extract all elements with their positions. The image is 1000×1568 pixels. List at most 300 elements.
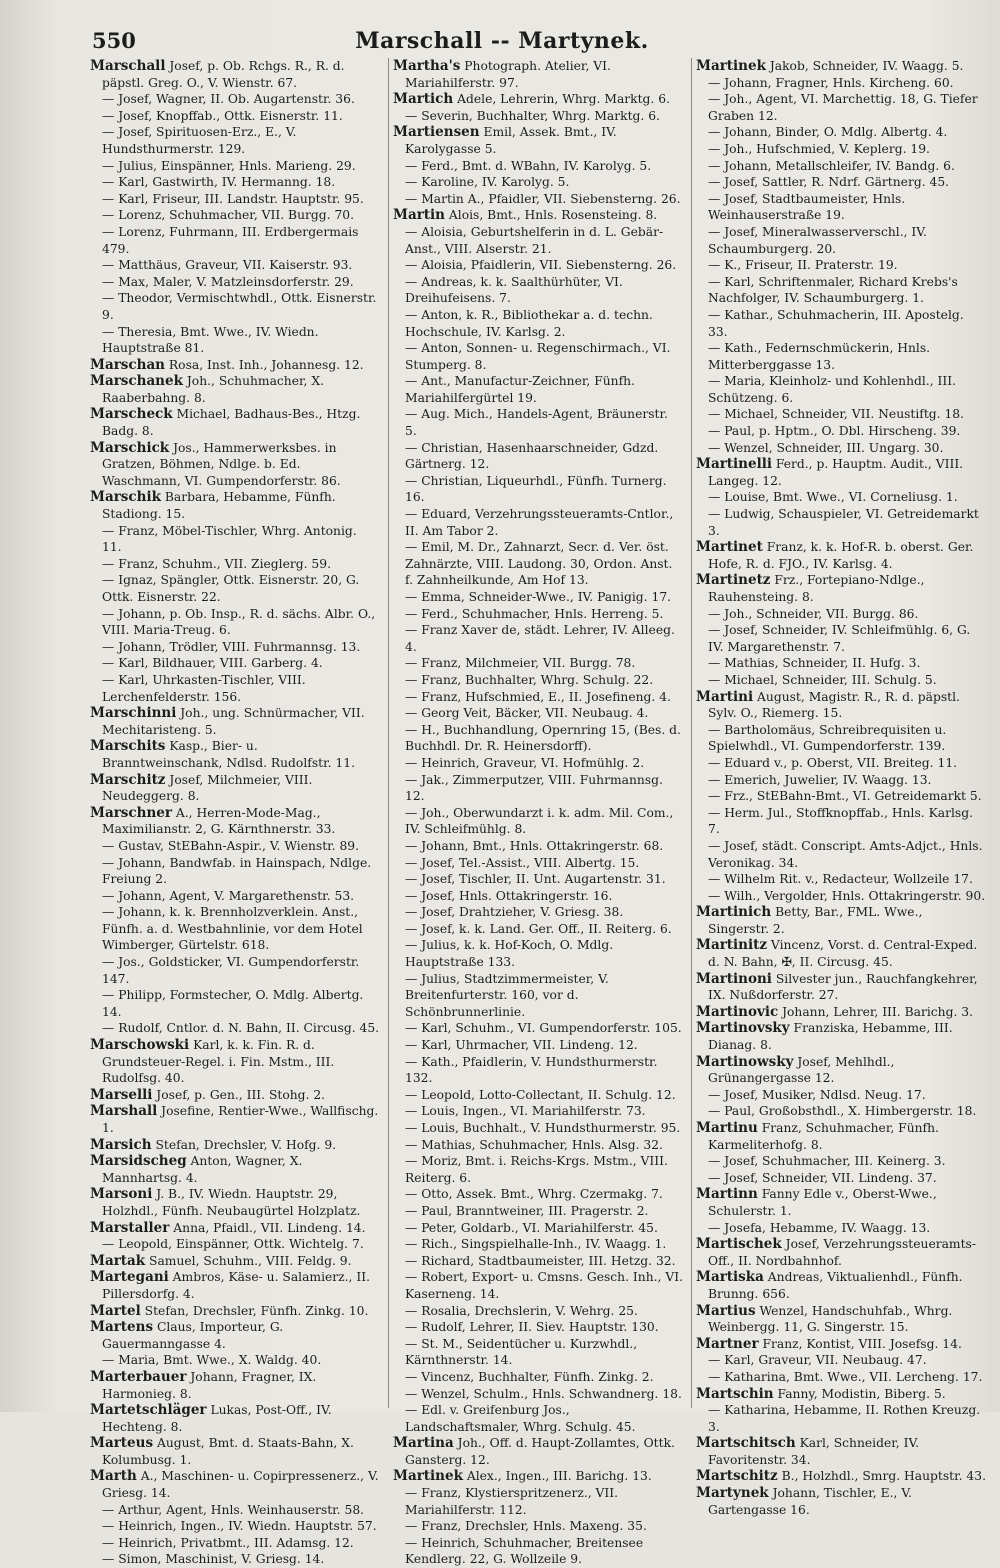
entry-text: — Franz, Möbel-Tischler, Whrg. Antonig. 11.	[102, 523, 357, 555]
entry-text: — H., Buchhandlung, Opernring 15, (Bes. d. Buchhdl. Dr. R. Heinersdorff).	[405, 722, 681, 754]
directory-entry	[696, 1020, 986, 1053]
entry-surname: Marschik	[90, 489, 161, 506]
directory-entry	[696, 1186, 986, 1219]
column-2	[388, 58, 683, 1567]
entry-surname: Martinelli	[696, 456, 772, 473]
directory-entry	[393, 705, 683, 722]
entry-text: Ferd., p. Hauptm. Audit., VIII. Langeg. 12.	[708, 457, 964, 488]
entry-text: Rosa, Inst. Inh., Johannesg. 12.	[165, 357, 364, 372]
directory-entry	[696, 772, 986, 789]
directory-entry	[90, 174, 380, 191]
directory-entry	[393, 1087, 683, 1104]
directory-entry	[393, 1485, 683, 1518]
entry-text: Michael, Badhaus-Bes., Htzg. Badg. 8.	[102, 407, 361, 439]
directory-entry	[696, 1485, 986, 1518]
entry-text: Franziska, Hebamme, III. Dianag. 8.	[708, 1021, 953, 1053]
entry-surname: Marschall	[90, 58, 166, 74]
entry-text: Joh., Off. d. Haupt-Zollamtes, Ottk. Gansterg. 12.	[405, 1436, 675, 1467]
directory-entry	[90, 440, 380, 490]
directory-entry	[696, 307, 986, 340]
entry-text: — Josef, Hnls. Ottakringerstr. 16.	[405, 888, 613, 903]
entry-text: — Anton, Sonnen- u. Regenschirmach., VI. Stumperg. 8.	[405, 341, 671, 372]
directory-entry	[696, 871, 986, 888]
entry-text: — Karl, Friseur, III. Landstr. Hauptstr. 95.	[102, 191, 364, 206]
directory-entry	[393, 904, 683, 921]
entry-text: — Mathias, Schneider, II. Hufg. 3.	[708, 656, 921, 671]
directory-entry	[393, 1253, 683, 1270]
directory-entry	[696, 158, 986, 175]
entry-text: Barbara, Hebamme, Fünfh. Stadiong. 15.	[102, 490, 336, 522]
entry-surname: Marteus	[90, 1435, 154, 1452]
directory-entry	[696, 722, 986, 755]
entry-surname: Martius	[696, 1302, 756, 1319]
entry-text: — Paul, Großobsthdl., X. Himbergerstr. 18.	[708, 1104, 977, 1119]
entry-text: — Maria, Bmt. Wwe., X. Waldg. 40.	[102, 1353, 322, 1368]
entry-text: Vincenz, Vorst. d. Central-Exped. d. N. Bahn, ✠, II. Circusg. 45.	[708, 938, 978, 970]
entry-text: — Heinrich, Graveur, VI. Hofmühlg. 2.	[405, 755, 645, 770]
page-number: 550	[92, 28, 136, 53]
directory-entry	[393, 1468, 683, 1485]
directory-entry	[393, 1186, 683, 1203]
directory-entry	[90, 1518, 380, 1535]
entry-text: — Josef, Musiker, Ndlsd. Neug. 17.	[708, 1087, 926, 1102]
entry-text: — Heinrich, Ingen., IV. Wiedn. Hauptstr. 57.	[102, 1519, 377, 1534]
entry-text: — Frz., StEBahn-Bmt., VI. Getreidemarkt 5.	[708, 789, 982, 804]
directory-entry	[696, 755, 986, 772]
entry-text: Josef, p. Gen., III. Stohg. 2.	[152, 1087, 326, 1102]
directory-entry	[90, 124, 380, 157]
entry-text: — Johann, p. Ob. Insp., R. d. sächs. Albr. O., VIII. Maria-Treug. 6.	[102, 606, 376, 638]
directory-entry	[696, 572, 986, 605]
directory-entry	[696, 75, 986, 92]
entry-surname: Marschowski	[90, 1037, 190, 1054]
entry-text: Samuel, Schuhm., VIII. Feldg. 9.	[145, 1253, 352, 1268]
entry-text: — Joh., Agent, VI. Marchettig. 18, G. Tiefer Graben 12.	[708, 92, 978, 123]
entry-text: — Johann, Fragner, Hnls. Kircheng. 60.	[708, 75, 954, 90]
directory-entry	[90, 1535, 380, 1552]
directory-entry	[90, 705, 380, 738]
entry-text: Ambros, Käse- u. Salamierz., II. Pillersdorfg. 4.	[102, 1270, 371, 1301]
entry-text: — Josef, Wagner, II. Ob. Augartenstr. 36.	[102, 92, 355, 107]
entry-text: Kasp., Bier- u. Branntweinschank, Ndlsd. Rudolfstr. 11.	[102, 739, 355, 770]
entry-text: A., Maschinen- u. Copirpressenerz., V. Griesg. 14.	[102, 1469, 379, 1501]
entry-text: — Karl, Gastwirth, IV. Hermanng. 18.	[102, 175, 336, 190]
entry-text: — Josef, Drahtzieher, V. Griesg. 38.	[405, 905, 624, 920]
directory-entry	[90, 1137, 380, 1154]
entry-text: Franz, Schuhmacher, Fünfh. Karmeliterhofg. 8.	[708, 1121, 939, 1152]
entry-text: Johann, Tischler, E., V. Gartengasse 16.	[708, 1486, 912, 1517]
directory-entry	[696, 1103, 986, 1120]
entry-text: — Wilhelm Rit. v., Redacteur, Wollzeile 17.	[708, 872, 973, 887]
entry-text: August, Magistr. R., R. d. päpstl. Sylv. O., Riemerg. 15.	[708, 689, 960, 721]
entry-text: — Michael, Schneider, VII. Neustiftg. 18.	[708, 407, 965, 422]
directory-entry	[90, 1220, 380, 1237]
entry-text: — Jak., Zimmerputzer, VIII. Fuhrmannsg. 12.	[405, 772, 663, 804]
directory-entry	[90, 1153, 380, 1186]
entry-text: — Johann, Bmt., Hnls. Ottakringerstr. 68.	[405, 838, 664, 853]
entry-text: — Eduard v., p. Oberst, VII. Breiteg. 11.	[708, 755, 958, 770]
entry-text: — Wenzel, Schneider, III. Ungarg. 30.	[708, 440, 944, 455]
directory-entry	[90, 1468, 380, 1501]
entry-surname: Marscheck	[90, 406, 173, 423]
entry-surname: Martak	[90, 1252, 146, 1269]
entry-text: — Josef, Mineralwasserverschl., IV. Schaumburgerg. 20.	[708, 224, 927, 256]
directory-entry	[90, 772, 380, 805]
directory-entry	[696, 456, 986, 489]
directory-entry	[90, 1269, 380, 1302]
directory-entry	[393, 1303, 683, 1320]
entry-text: — Ferd., Schuhmacher, Hnls. Herreng. 5.	[405, 606, 664, 621]
entry-text: — Louise, Bmt. Wwe., VI. Corneliusg. 1.	[708, 490, 958, 505]
directory-entry	[696, 257, 986, 274]
directory-entry	[696, 91, 986, 124]
directory-entry	[90, 1551, 380, 1568]
directory-entry	[696, 1352, 986, 1369]
directory-entry	[393, 1518, 683, 1535]
directory-entry	[90, 257, 380, 274]
entry-text: — Wenzel, Schulm., Hnls. Schwandnerg. 18.	[405, 1386, 682, 1401]
directory-entry	[696, 1054, 986, 1087]
entry-text: Stefan, Drechsler, V. Hofg. 9.	[151, 1137, 337, 1152]
directory-entry	[393, 606, 683, 623]
directory-entry	[393, 622, 683, 655]
entry-text: — Katharina, Hebamme, II. Rothen Kreuzg. 3.	[708, 1403, 981, 1434]
directory-entry	[696, 1087, 986, 1104]
entry-text: Photograph. Atelier, VI. Mariahilferstr. 97.	[405, 59, 611, 90]
entry-text: — Aloisia, Geburtshelferin in d. L. Gebär-Anst., VIII. Alserstr. 21.	[405, 224, 664, 256]
entry-surname: Marstaller	[90, 1219, 170, 1236]
entry-text: — Ignaz, Spängler, Ottk. Eisnerstr. 20, G. Ottk. Eisnerstr. 22.	[102, 573, 360, 604]
directory-entry	[696, 838, 986, 871]
directory-entry	[393, 191, 683, 208]
entry-text: — Paul, Branntweiner, III. Pragerstr. 2.	[405, 1203, 649, 1218]
entry-text: — Josef, Tel.-Assist., VIII. Albertg. 15.	[405, 855, 640, 870]
entry-surname: Marth	[90, 1468, 137, 1485]
entry-surname: Martetschläger	[90, 1402, 207, 1419]
entry-text: Fanny, Modistin, Biberg. 5.	[773, 1386, 946, 1401]
entry-text: — Herm. Jul., Stoffknopffab., Hnls. Karlsg. 7.	[708, 805, 974, 837]
entry-text: — Kath., Federnschmückerin, Hnls. Mitterberggasse 13.	[708, 341, 931, 372]
entry-text: — Julius, k. k. Hof-Koch, O. Mdlg. Hauptstraße 133.	[405, 938, 614, 970]
entry-text: — Johann, k. k. Brennholzverklein. Anst., Fünfh. a. d. Westbahnlinie, vor dem Hotel Wimberger, Gürtelstr. 618.	[102, 905, 363, 953]
entry-text: — Lorenz, Schuhmacher, VII. Burgg. 70.	[102, 208, 355, 223]
entry-surname: Martischek	[696, 1236, 782, 1253]
directory-entry	[393, 755, 683, 772]
entry-text: — Johann, Bandwfab. in Hainspach, Ndlge. Freiung 2.	[102, 855, 372, 887]
entry-text: — Karl, Bildhauer, VIII. Garberg. 4.	[102, 656, 323, 671]
directory-entry	[90, 1020, 380, 1037]
entry-text: Johann, Fragner, IX. Harmonieg. 8.	[102, 1369, 317, 1401]
directory-entry	[90, 639, 380, 656]
directory-entry	[90, 606, 380, 639]
entry-text: — Karl, Uhrkasten-Tischler, VIII. Lerchenfelderstr. 156.	[102, 672, 306, 704]
entry-text: — Matthäus, Graveur, VII. Kaiserstr. 93.	[102, 258, 353, 273]
directory-entry	[393, 1336, 683, 1369]
entry-text: — Rudolf, Lehrer, II. Siev. Hauptstr. 130.	[405, 1320, 659, 1335]
entry-text: — Eduard, Verzehrungssteueramts-Cntlor., II. Am Tabor 2.	[405, 507, 674, 538]
directory-entry	[696, 539, 986, 572]
entry-text: — Katharina, Bmt. Wwe., VII. Lercheng. 17.	[708, 1369, 983, 1384]
entry-text: Andreas, Viktualienhdl., Fünfh. Brunng. 656.	[708, 1270, 963, 1301]
directory-entry	[90, 556, 380, 573]
entry-text: — Maria, Kleinholz- und Kohlenhdl., III. Schützeng. 6.	[708, 374, 956, 405]
directory-entry	[393, 1054, 683, 1087]
directory-entry	[393, 124, 683, 157]
entry-text: — Wilh., Vergolder, Hnls. Ottakringerstr. 90.	[708, 888, 986, 903]
directory-entry	[393, 805, 683, 838]
entry-text: — Arthur, Agent, Hnls. Weinhauserstr. 58.	[102, 1502, 365, 1517]
entry-text: — Leopold, Lotto-Collectant, II. Schulg. 12.	[405, 1087, 676, 1102]
directory-entry	[393, 274, 683, 307]
entry-text: — Gustav, StEBahn-Aspir., V. Wienstr. 89.	[102, 838, 360, 853]
directory-entry	[90, 1402, 380, 1435]
entry-text: — Peter, Goldarb., VI. Mariahilferstr. 45.	[405, 1220, 658, 1235]
entry-text: — Franz, Hufschmied, E., II. Josefineng. 4.	[405, 689, 671, 704]
entry-text: — Emil, M. Dr., Zahnarzt, Secr. d. Ver. öst. Zahnärzte, VIII. Laudong. 30, Ordon. Anst. f. Zahnheilkunde, Am Hof 13.	[405, 540, 673, 588]
directory-entry	[90, 158, 380, 175]
directory-entry	[90, 954, 380, 987]
directory-entry	[393, 689, 683, 706]
entry-text: — Joh., Oberwundarzt i. k. adm. Mil. Com., IV. Schleifmühlg. 8.	[405, 805, 674, 837]
page-header	[18, 26, 986, 60]
entry-surname: Martegani	[90, 1269, 169, 1286]
column-1	[90, 58, 380, 1567]
directory-entry	[696, 971, 986, 1004]
entry-surname: Marsoni	[90, 1186, 153, 1203]
entry-surname: Martha's	[393, 58, 461, 74]
directory-entry	[90, 1253, 380, 1270]
directory-entry	[393, 1120, 683, 1137]
entry-surname: Martiska	[696, 1269, 764, 1286]
directory-entry	[696, 888, 986, 905]
directory-entry	[90, 523, 380, 556]
entry-surname: Martiensen	[393, 124, 480, 141]
entry-text: — Aug. Mich., Handels-Agent, Bräunerstr. 5.	[405, 407, 668, 439]
entry-text: — Heinrich, Schuhmacher, Breitensee Kendlerg. 22, G. Wollzeile 9.	[405, 1535, 644, 1567]
entry-text: — Johann, Trödler, VIII. Fuhrmannsg. 13.	[102, 639, 361, 654]
directory-entry	[696, 274, 986, 307]
directory-entry	[90, 274, 380, 291]
entry-text: — Emma, Schneider-Wwe., IV. Panigig. 17.	[405, 590, 672, 604]
entry-surname: Marsich	[90, 1136, 152, 1153]
entry-text: — Rosalia, Drechslerin, V. Wehrg. 25.	[405, 1303, 638, 1318]
directory-entry	[393, 1037, 683, 1054]
directory-entry	[393, 1220, 683, 1237]
entry-text: — Josef, Tischler, II. Unt. Augartenstr. 31.	[405, 872, 666, 887]
directory-entry	[393, 871, 683, 888]
directory-entry	[696, 1386, 986, 1403]
running-head: Marschall -- Martynek.	[355, 28, 649, 54]
entry-surname: Marschner	[90, 804, 172, 821]
directory-entry	[696, 622, 986, 655]
entry-text: Claus, Importeur, G. Gauermanngasse 4.	[102, 1320, 284, 1351]
directory-entry	[90, 672, 380, 705]
directory-entry	[696, 406, 986, 423]
entry-text: — Paul, p. Hptm., O. Dbl. Hirscheng. 39.	[708, 424, 961, 439]
entry-text: — Max, Maler, V. Matzleinsdorferstr. 29.	[102, 274, 354, 289]
entry-text: Betty, Bar., FML. Wwe., Singerstr. 2.	[708, 905, 923, 936]
entry-surname: Martinn	[696, 1186, 758, 1203]
entry-surname: Marsidscheg	[90, 1153, 187, 1170]
entry-surname: Martini	[696, 688, 754, 705]
directory-entry	[393, 340, 683, 373]
directory-entry	[90, 1303, 380, 1320]
entry-text: — Johann, Agent, V. Margarethenstr. 53.	[102, 888, 355, 903]
entry-surname: Martinitz	[696, 937, 768, 954]
entry-text: — Josef, Schuhmacher, III. Keinerg. 3.	[708, 1154, 946, 1169]
directory-entry	[696, 224, 986, 257]
entry-text: — Georg Veit, Bäcker, VII. Neubaug. 4.	[405, 706, 649, 721]
entry-text: Alex., Ingen., III. Barichg. 13.	[462, 1469, 652, 1484]
directory-entry	[393, 1369, 683, 1386]
directory-entry	[90, 191, 380, 208]
entry-text: — Martin A., Pfaidler, VII. Siebensterng. 26.	[405, 191, 681, 206]
entry-text: — Aloisia, Pfaidlerin, VII. Siebensterng. 26.	[405, 258, 677, 273]
directory-entry	[90, 855, 380, 888]
entry-text: — Moriz, Bmt. i. Reichs-Krgs. Mstm., VIII. Reiterg. 6.	[405, 1154, 668, 1185]
directory-entry	[696, 606, 986, 623]
entry-text: Jos., Hammerwerksbes. in Gratzen, Böhmen, Ndlge. b. Ed. Waschmann, VI. Gumpendorferstr. 86.	[102, 440, 341, 488]
entry-text: Franz, Kontist, VIII. Josefsg. 14.	[758, 1336, 962, 1351]
entry-text: — Josefa, Hebamme, IV. Waagg. 13.	[708, 1220, 931, 1235]
directory-entry	[393, 971, 683, 1021]
entry-text: — Josef, k. k. Land. Ger. Off., II. Reiterg. 6.	[405, 921, 672, 936]
entry-text: Josef, Mehlhdl., Grünangergasse 12.	[708, 1054, 895, 1086]
entry-text: — Franz, Milchmeier, VII. Burgg. 78.	[405, 656, 636, 671]
entry-text: — Josef, Knopffab., Ottk. Eisnerstr. 11.	[102, 108, 343, 123]
entry-surname: Marschick	[90, 439, 170, 456]
columns	[90, 58, 986, 1567]
directory-entry	[90, 207, 380, 224]
entry-text: Alois, Bmt., Hnls. Rosensteing. 8.	[444, 208, 658, 223]
directory-entry	[90, 58, 380, 91]
entry-text: Joh., ung. Schnürmacher, VII. Mechitaristeng. 5.	[102, 706, 365, 737]
entry-text: — Karl, Schuhm., VI. Gumpendorferstr. 105.	[405, 1021, 682, 1036]
entry-text: — Jos., Goldsticker, VI. Gumpendorferstr. 147.	[102, 955, 360, 986]
entry-text: — K., Friseur, II. Praterstr. 19.	[708, 258, 898, 273]
entry-text: — Severin, Buchhalter, Whrg. Marktg. 6.	[405, 108, 660, 123]
entry-surname: Martich	[393, 91, 454, 108]
entry-text: A., Herren-Mode-Mag., Maximilianstr. 2, G. Kärnthnerstr. 33.	[102, 805, 336, 837]
entry-surname: Martschitz	[696, 1468, 778, 1485]
entry-text: — Louis, Ingen., VI. Mariahilferstr. 73.	[405, 1104, 646, 1119]
entry-text: — Edl. v. Greifenburg Jos., Landschaftsmaler, Whrg. Schulg. 45.	[405, 1403, 636, 1434]
directory-entry	[393, 1319, 683, 1336]
entry-surname: Martinet	[696, 539, 763, 556]
directory-entry	[393, 1402, 683, 1435]
entry-surname: Martina	[393, 1435, 454, 1452]
directory-entry	[696, 1170, 986, 1187]
entry-text: — Kathar., Schuhmacherin, III. Apostelg. 33.	[708, 307, 964, 339]
entry-surname: Martschin	[696, 1385, 774, 1402]
directory-entry	[393, 440, 683, 473]
entry-text: Josef, Milchmeier, VIII. Neudeggerg. 8.	[102, 772, 313, 804]
directory-entry	[696, 1236, 986, 1269]
entry-text: — Josef, städt. Conscript. Amts-Adjct., Hnls. Veronikag. 34.	[708, 838, 983, 870]
entry-text: — St. M., Seidentücher u. Kurzwhdl., Kärnthnerstr. 14.	[405, 1336, 638, 1368]
directory-entry	[696, 1402, 986, 1435]
directory-entry	[393, 307, 683, 340]
directory-entry	[393, 406, 683, 439]
directory-entry	[393, 539, 683, 589]
entry-text: Frz., Fortepiano-Ndlge., Rauhensteing. 8.	[708, 573, 925, 604]
entry-text: — Christian, Hasenhaarschneider, Gdzd. Gärtnerg. 12.	[405, 440, 659, 472]
entry-text: Fanny Edle v., Oberst-Wwe., Schulerstr. 1.	[708, 1187, 937, 1218]
entry-surname: Martinoni	[696, 970, 772, 987]
directory-entry	[393, 1203, 683, 1220]
entry-text: B., Holzhdl., Smrg. Hauptstr. 43.	[777, 1469, 986, 1484]
directory-entry	[90, 1352, 380, 1369]
entry-surname: Marschan	[90, 356, 166, 373]
entry-text: Johann, Lehrer, III. Barichg. 3.	[778, 1004, 973, 1019]
directory-entry	[393, 1435, 683, 1468]
entry-surname: Martner	[696, 1335, 759, 1352]
directory-entry	[90, 108, 380, 125]
entry-surname: Martinowsky	[696, 1053, 794, 1070]
entry-text: Josefine, Rentier-Wwe., Wallfischg. 1.	[102, 1104, 379, 1135]
entry-text: Karl, Schneider, IV. Favoritenstr. 34.	[708, 1436, 920, 1467]
directory-entry	[696, 1303, 986, 1336]
entry-text: — Karl, Graveur, VII. Neubaug. 47.	[708, 1353, 927, 1368]
entry-text: — Julius, Einspänner, Hnls. Marieng. 29.	[102, 158, 356, 173]
entry-surname: Martinek	[696, 58, 766, 74]
directory-entry	[696, 1153, 986, 1170]
entry-text: — Vincenz, Buchhalter, Fünfh. Zinkg. 2.	[405, 1369, 654, 1384]
directory-entry	[696, 1336, 986, 1353]
directory-entry	[393, 838, 683, 855]
directory-entry	[393, 589, 683, 606]
entry-text: — Theodor, Vermischtwhdl., Ottk. Eisnerstr. 9.	[102, 291, 377, 322]
entry-surname: Marschanek	[90, 373, 183, 390]
entry-text: — Karl, Schriftenmaler, Richard Krebs's Nachfolger, IV. Schaumburgerg. 1.	[708, 274, 958, 306]
directory-entry	[696, 174, 986, 191]
directory-entry	[696, 191, 986, 224]
directory-entry	[696, 423, 986, 440]
entry-text: — Anton, k. R., Bibliothekar a. d. techn. Hochschule, IV. Karlsg. 2.	[405, 307, 653, 339]
entry-text: — Johann, Metallschleifer, IV. Bandg. 6.	[708, 158, 955, 173]
directory-entry	[696, 805, 986, 838]
directory-entry	[90, 1186, 380, 1219]
directory-entry	[90, 91, 380, 108]
entry-text: — Joh., Hufschmied, V. Keplerg. 19.	[708, 141, 930, 156]
directory-entry	[696, 440, 986, 457]
directory-entry	[90, 1435, 380, 1468]
entry-text: — Franz, Buchhalter, Whrg. Schulg. 22.	[405, 672, 654, 687]
directory-entry	[696, 58, 986, 75]
entry-text: — Ludwig, Schauspieler, VI. Getreidemarkt 3.	[708, 507, 979, 538]
entry-text: J. B., IV. Wiedn. Hauptstr. 29, Holzhdl., Fünfh. Neubaugürtel Holzplatz.	[102, 1187, 361, 1218]
directory-entry	[90, 373, 380, 406]
directory-entry	[393, 506, 683, 539]
entry-text: Karl, k. k. Fin. R. d. Grundsteuer-Regel. i. Fin. Mstm., III. Rudolfsg. 40.	[102, 1038, 335, 1086]
entry-text: — Johann, Binder, O. Mdlg. Albertg. 4.	[708, 125, 948, 140]
directory-entry	[393, 1386, 683, 1403]
directory-entry	[393, 58, 683, 91]
directory-entry	[393, 1153, 683, 1186]
directory-entry	[393, 91, 683, 108]
entry-text: — Rich., Singspielhalle-Inh., IV. Waagg. 1.	[405, 1237, 667, 1252]
entry-text: — Ant., Manufactur-Zeichner, Fünfh. Mariahilfergürtel 19.	[405, 374, 635, 405]
entry-text: — Karl, Uhrmacher, VII. Lindeng. 12.	[405, 1038, 638, 1053]
entry-surname: Martens	[90, 1319, 154, 1336]
directory-entry	[696, 937, 986, 970]
directory-entry	[696, 124, 986, 141]
directory-entry	[90, 357, 380, 374]
entry-text: — Michael, Schneider, III. Schulg. 5.	[708, 672, 937, 687]
directory-entry	[696, 489, 986, 506]
entry-surname: Martin	[393, 207, 445, 224]
directory-entry	[393, 473, 683, 506]
